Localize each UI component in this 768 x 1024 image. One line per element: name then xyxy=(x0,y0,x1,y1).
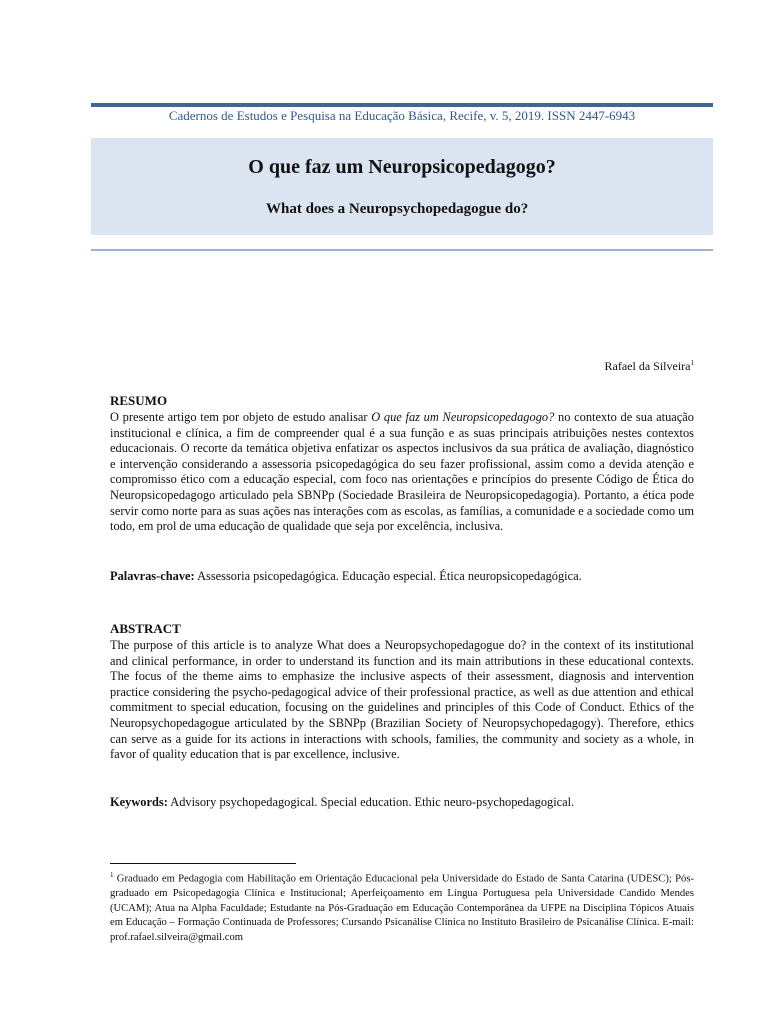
title-box xyxy=(91,138,713,235)
keywords-label: Keywords: xyxy=(110,795,168,809)
footnote xyxy=(110,868,694,946)
resumo-text-italic: O que faz um Neuropsicopedagogo? xyxy=(371,410,555,424)
resumo-text-start: O presente artigo tem por objeto de estudo analisar xyxy=(110,410,372,424)
footnote-marker: 1 xyxy=(110,871,114,879)
resumo-text-rest: no contexto de sua atuação institucional e clínica, a fim de compreender qual é a sua função e as suas principais atribuições nestes contextos educacionais. O recorte da temática objetiva enfatizar os aspectos inclusivos da sua prática de avaliação, diagnóstico e intervenção considerando a assessoria psicopedagógica do seu fazer profissional, assim como a devida atenção e compromisso ético com a educação especial, com foco nas orientações e princípios do presente Código de Ética do Neuropsicopedagogo articulado pela SBNPp (Sociedade Brasileira de Neuropsicopedagogia). Portanto, a ética pode servir como norte para as suas ações nas interações com as escolas, as famílias, a comunidade e a sociedade como um todo, em prol de uma educação de qualidade que seja por excelência, inclusiva. xyxy=(110,410,694,534)
resumo-text xyxy=(110,410,694,535)
author xyxy=(480,359,694,374)
resumo-heading: RESUMO xyxy=(110,393,168,408)
author-name: Rafael da Silveira xyxy=(604,359,691,373)
keywords xyxy=(110,795,694,810)
author-footnote-marker: 1 xyxy=(690,359,694,367)
title-portuguese: O que faz um Neuropsicopedagogo? xyxy=(248,156,556,178)
footnote-text: Graduado em Pedagogia com Habilitação em Orientação Educacional pela Universidade do Estado de Santa Catarina (UDESC); Pós-graduado em Psicopedagogia Clínica e Institucional; Aperfeiçoamento em Língua Portuguesa pela Universidade Candido Mendes (UCAM); Atua na Alpha Faculdade; Estudante na Pós-Graduação em Educação Contemporânea da UFPE na Disciplina Tópicos Atuais em Educação – Formação Continuada de Professores; Cursando Psicanálise Clínica no Instituto Brasileiro de Psicanálise Clínica. E-mail: prof.rafael.silveira@gmail.com xyxy=(110,873,694,943)
title-bottom-rule xyxy=(91,249,713,251)
abstract-text: The purpose of this article is to analyze What does a Neuropsychopedagogue do? in the context of its institutional and clinical performance, in order to understand its function and its main attributions in these educational contexts. The focus of the theme aims to emphasize the inclusive aspects of their assessment, diagnosis and intervention practice considering the psycho-pedagogical advice of their professional practice, as well as due attention and ethical commitment to special education, focusing on the guidelines and principles of this Code of Conduct. Ethics of the Neuropsychopedagogue articulated by the SBNPp (Brazilian Society of Neuropsychopedagogy). Therefore, ethics can serve as a guide for its actions in interactions with schools, families, the community and society as a whole, in favor of quality education that is par excellence, inclusive. xyxy=(110,638,694,762)
journal-header: Cadernos de Estudos e Pesquisa na Educação Básica, Recife, v. 5, 2019. ISSN 2447-6943 xyxy=(168,108,636,123)
abstract-heading: ABSTRACT xyxy=(110,621,181,636)
footnote-separator xyxy=(110,863,296,864)
palavras-chave xyxy=(110,569,694,584)
keywords-text: Advisory psychopedagogical. Special education. Ethic neuro-psychopedagogical. xyxy=(167,795,575,809)
palavras-chave-label: Palavras-chave: xyxy=(110,569,195,583)
title-english: What does a Neuropsychopedagogue do? xyxy=(266,201,529,217)
header-rule xyxy=(91,103,713,107)
palavras-chave-text: Assessoria psicopedagógica. Educação especial. Ética neuropsicopedagógica. xyxy=(194,569,582,583)
